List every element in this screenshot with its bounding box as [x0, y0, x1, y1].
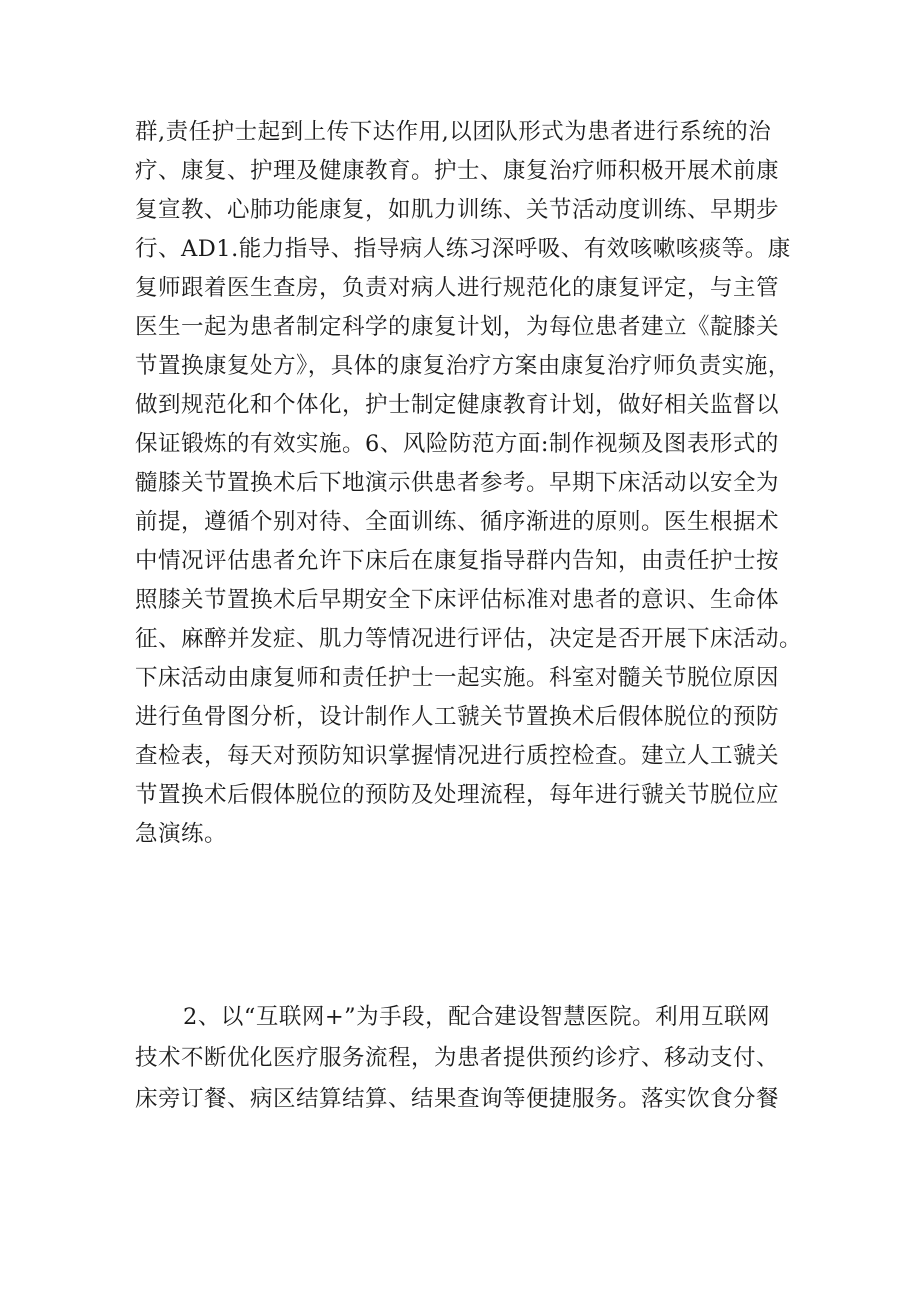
text-line: 医生一起为患者制定科学的康复计划，为每位患者建立《靛膝关 — [135, 314, 780, 340]
text-line: 中情况评估患者允许下床后在康复指导群内告知，由责任护士按 — [135, 548, 780, 574]
text-line: 技术不断优化医疗服务流程，为患者提供预约诊疗、移动支付、 — [135, 1045, 780, 1071]
text-line: 复宣教、心肺功能康复，如肌力训练、关节活动度训练、早期步 — [135, 197, 780, 223]
text-line: 查检表，每天对预防知识掌握情况进行质控检查。建立人工虢关 — [135, 743, 780, 769]
text-line: 进行鱼骨图分析，设计制作人工虢关节置换术后假体脱位的预防 — [135, 704, 780, 730]
text-line: 保证锻炼的有效实施。6、风险防范方面:制作视频及图表形式的 — [135, 431, 779, 457]
text-line: 复师跟着医生查房，负责对病人进行规范化的康复评定，与主管 — [135, 275, 780, 301]
text-line: 床旁订餐、病区结算结算、结果查询等便捷服务。落实饮食分餐 — [135, 1086, 780, 1112]
text-line: 群,责任护士起到上传下达作用,以团队形式为患者进行系统的治 — [135, 119, 772, 145]
text-line: 下床活动由康复师和责任护士一起实施。科室对髓关节脱位原因 — [135, 665, 780, 691]
text-line: 节置换康复处方》，具体的康复治疗方案由康复治疗师负责实施， — [135, 353, 791, 379]
paragraph-2 — [135, 997, 815, 1120]
paragraph-1 — [135, 113, 815, 854]
text-line: 髓膝关节置换术后下地演示供患者参考。早期下床活动以安全为 — [135, 470, 780, 496]
text-line: 节置换术后假体脱位的预防及处理流程，每年进行虢关节脱位应 — [135, 782, 780, 808]
text-line: 前提，遵循个别对待、全面训练、循序渐进的原则。医生根据术 — [135, 509, 780, 535]
text-line: 2、以“互联网+”为手段，配合建设智慧医院。利用互联网 — [183, 1004, 771, 1030]
text-line: 做到规范化和个体化，护士制定健康教育计划，做好相关监督以 — [135, 392, 780, 418]
text-line: 急演练。 — [135, 821, 228, 847]
text-line: 行、AD1.能力指导、指导病人练习深呼吸、有效咳嗽咳痰等。康 — [135, 236, 791, 262]
text-line: 照膝关节置换术后早期安全下床评估标准对患者的意识、生命体 — [135, 587, 780, 613]
text-line: 征、麻醉并发症、肌力等情况进行评估，决定是否开展下床活动。 — [135, 626, 803, 652]
text-line: 疗、康复、护理及健康教育。护士、康复治疗师积极开展术前康 — [135, 158, 780, 184]
